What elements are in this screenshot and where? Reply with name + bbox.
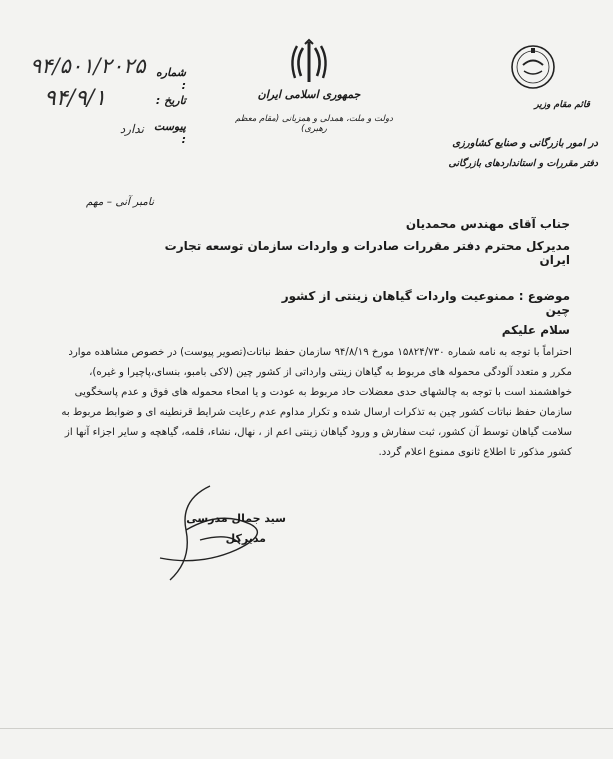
letter-greeting: سلام علیکم — [501, 323, 570, 337]
iran-emblem-icon — [287, 38, 331, 88]
letter-date-value: ۹۴/۹/۱ — [44, 86, 107, 111]
body-line: احتراماً با توجه به نامه شماره ۱۵۸۲۴/۷۳۰ مورخ ۹۴/۸/۱۹ سازمان حفظ نباتات(تصویر پیوست) در خصوص مشاهده موارد — [68, 347, 572, 358]
letter-number-value: ۹۴/۵۰۱/۲۰۲۵ — [30, 54, 146, 78]
jahad-keshavarzi-logo-icon — [510, 44, 556, 90]
letter-attachment-label: پیوست : — [153, 120, 186, 146]
body-line: خواهشمند است با توجه به چالشهای حدی معضلات حاد مربوط به عودت و یا امحاء محموله های فوق و عدم پاسخگویی — [74, 387, 572, 398]
signer-name: سید جمال مدرسی — [186, 512, 286, 525]
addressee-title: مدیرکل محترم دفتر مقررات صادرات و واردات سازمان توسعه تجارت ایران — [164, 239, 570, 267]
minister-office-title: قائم مقام وزیر — [534, 100, 590, 110]
ministry-name: در امور بازرگانی و صنایع کشاورزی — [452, 138, 598, 149]
letter-subject: موضوع : ممنوعیت واردات گیاهان زینتی از کشور چین — [281, 289, 570, 317]
body-line: سلامت گیاهان توسط آن کشور، ثبت سفارش و ورود گیاهان زینتی اعم از ، نهال، نشاء، قلمه، گیاهچه و سایر اجزاء آنها از — [64, 427, 572, 438]
signer-title: مدیرکل — [225, 532, 266, 545]
letter-number-label: شماره : — [155, 66, 186, 92]
letter-body — [36, 343, 572, 463]
body-line: مکرر و متعدد آلودگی محموله های مربوط به گیاهان زینتی وارداتی از کشور چین (لاکی بامبو، بنسای،پاچیرا و غیره)، — [89, 367, 572, 378]
republic-name: جمهوری اسلامی ایران — [257, 88, 361, 101]
body-line: سازمان حفظ نباتات کشور چین به تذکرات ارسال شده و تکرار مداوم عدم رعایت شرایط قرنطینه ای و ضوابط مربوط به — [61, 407, 572, 418]
government-motto: دولت و ملت، همدلی و همزبانی (مقام معظم رهبری) — [235, 114, 393, 134]
addressee-name: جناب آقای مهندس محمدیان — [405, 217, 570, 231]
page-edge-line — [0, 728, 613, 729]
urgency-note: نامبر آنی – مهم — [85, 196, 154, 208]
letter-attachment-value: ندارد — [119, 122, 144, 136]
bureau-name: دفتر مقررات و استانداردهای بازرگانی — [448, 158, 598, 169]
body-line: کشور مذکور تا اطلاع ثانوی ممنوع اعلام گردد. — [378, 447, 572, 458]
letter-date-label: تاریخ : — [155, 94, 186, 107]
